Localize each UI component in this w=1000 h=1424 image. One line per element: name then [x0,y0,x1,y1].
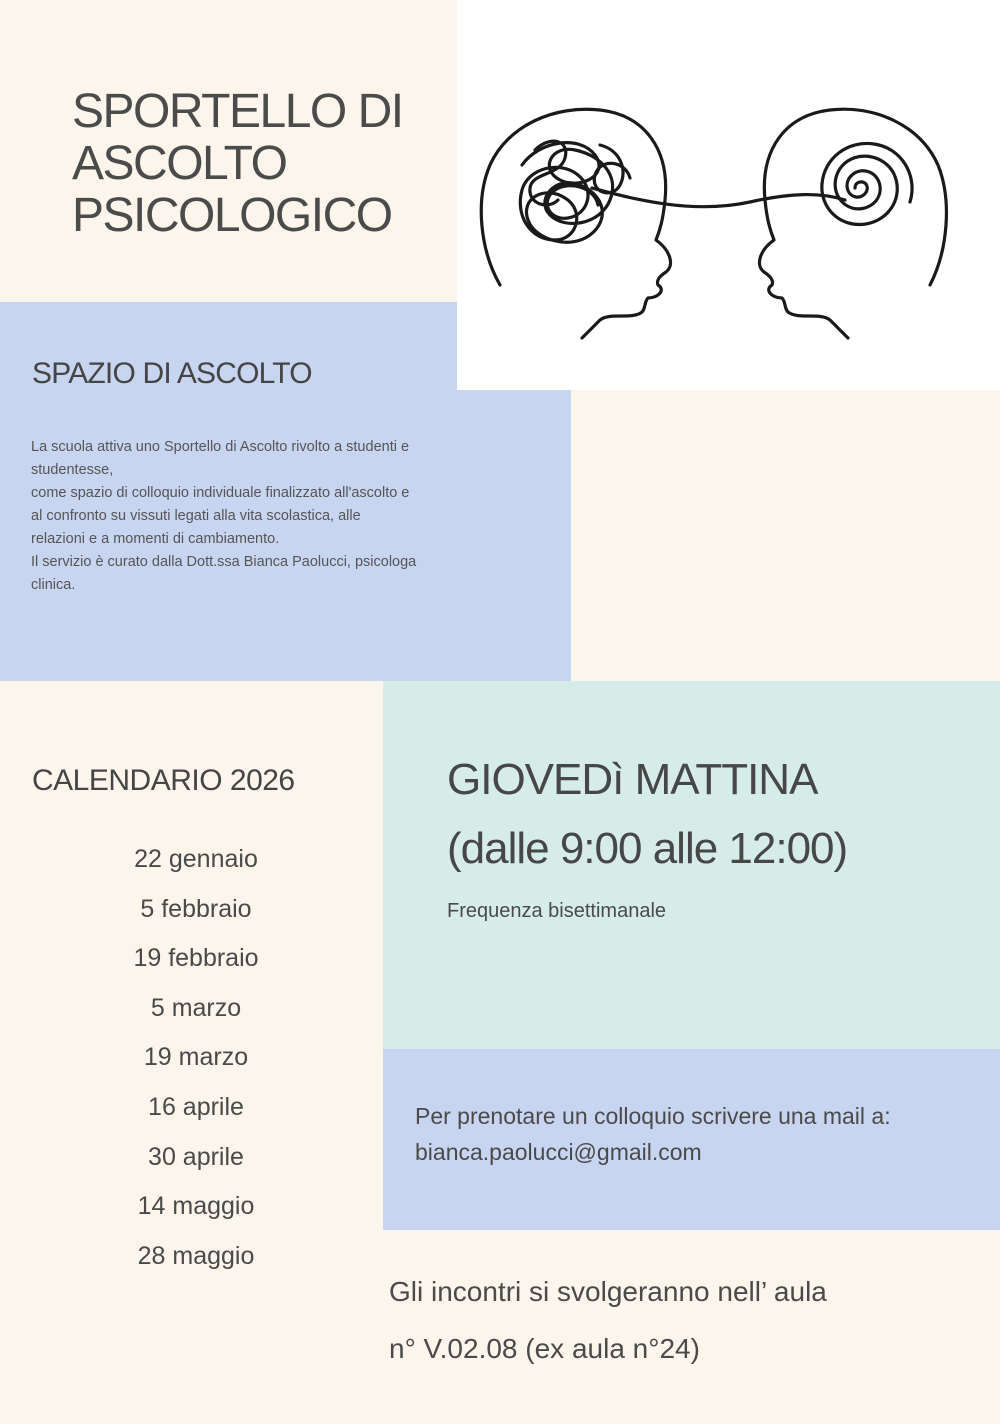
intro-line: clinica. [31,577,76,593]
calendar-date: 14 maggio [137,1192,255,1221]
title-line: ASCOLTO [72,137,287,190]
calendar-date: 19 febbraio [133,944,259,973]
calendar-date: 28 maggio [137,1241,255,1270]
page-title [72,86,403,242]
calendar-date: 22 gennaio [134,845,258,873]
calendar-title: CALENDARIO 2026 [32,764,295,797]
intro-line: Il servizio è curato dalla Dott.ssa Bianca Paolucci, psicologa [31,554,417,570]
intro-line: relazioni e a momenti di cambiamento. [31,531,280,547]
intro-line: come spazio di colloquio individuale finalizzato all'ascolto e [31,485,410,501]
calendar-dates-list [0,835,392,1281]
calendar-date: 16 aprile [148,1092,244,1121]
intro-line: studentesse, [31,462,114,478]
booking-email-link[interactable]: bianca.paolucci@gmail.com [415,1139,702,1165]
intro-description [31,436,501,597]
location-line: Gli incontri si svolgeranno nell’ aula [389,1276,827,1307]
title-line: SPORTELLO DI [72,85,403,138]
intro-line: al confronto su vissuti legati alla vita scolastica, alle [31,508,361,524]
calendar-date: 30 aprile [148,1142,244,1171]
calendar-date: 19 marzo [143,1043,249,1072]
schedule-frequency: Frequenza bisettimanale [447,900,667,922]
calendar-date: 5 febbraio [140,894,252,923]
location-room: n° V.02.08 (ex aula n°24) [389,1333,700,1364]
intro-title: SPAZIO DI ASCOLTO [32,357,312,390]
two-heads-brain-connection-icon [460,80,960,350]
calendar-date: 5 marzo [150,993,242,1022]
cream-panel [571,390,1000,681]
title-line: PSICOLOGICO [72,189,392,242]
booking-instruction: Per prenotare un colloquio scrivere una mail a: [415,1103,891,1129]
location-info [389,1263,827,1377]
intro-line: La scuola attiva uno Sportello di Ascolto rivolto a studenti e [31,439,410,455]
booking-info [415,1098,891,1170]
schedule-hours: (dalle 9:00 alle 12:00) [447,824,848,873]
schedule-day: GIOVEDì MATTINA [447,755,818,804]
